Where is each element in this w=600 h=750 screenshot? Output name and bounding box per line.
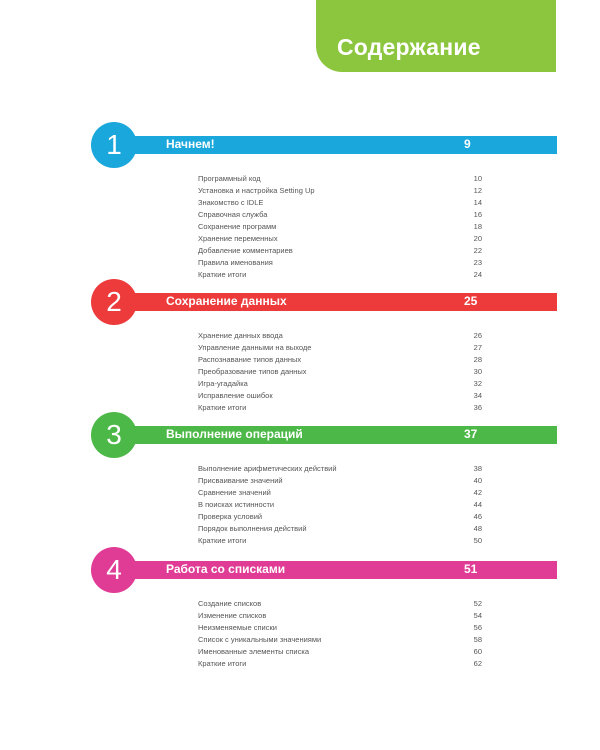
toc-entry-page: 56 [473,623,482,632]
chapter-2-band [112,293,557,311]
toc-entry-page: 34 [473,391,482,400]
toc-entry-title: Проверка условий [198,512,263,521]
toc-entry[interactable] [198,598,482,610]
chapter-1-page: 9 [464,137,471,151]
toc-entry-page: 22 [473,246,482,255]
toc-entry-page: 58 [473,635,482,644]
toc-entry-title: Список с уникальными значениями [198,635,322,644]
toc-entry-page: 23 [473,258,482,267]
toc-entry-title: Именованные элементы списка [198,647,309,656]
toc-entry-page: 40 [473,476,482,485]
chapter-2-page: 25 [464,294,478,308]
chapter-3-number-badge: 3 [91,412,137,458]
toc-entry-page: 46 [473,512,482,521]
toc-entry[interactable] [198,523,482,535]
toc-entry-title: Краткие итоги [198,403,247,412]
toc-entry-title: Краткие итоги [198,270,247,279]
chapter-3-entries [198,463,482,547]
chapter-4-number-badge: 4 [91,547,137,593]
chapter-2-number-badge: 2 [91,279,137,325]
toc-entry[interactable] [198,535,482,547]
toc-entry-page: 36 [473,403,482,412]
toc-entry[interactable] [198,173,482,185]
toc-entry-page: 54 [473,611,482,620]
toc-entry[interactable] [198,499,482,511]
toc-entry[interactable] [198,634,482,646]
chapter-4-page: 51 [464,562,478,576]
toc-entry[interactable] [198,511,482,523]
toc-entry[interactable] [198,646,482,658]
chapter-3-band [112,426,557,444]
toc-entry[interactable] [198,221,482,233]
toc-entry-title: В поисках истинности [198,500,275,509]
chapter-1-number-badge: 1 [91,122,137,168]
toc-entry-page: 38 [473,464,482,473]
toc-entry-title: Хранение данных ввода [198,331,283,340]
toc-entry[interactable] [198,185,482,197]
toc-entry-title: Игра-угадайка [198,379,248,388]
toc-entry-page: 26 [473,331,482,340]
toc-entry[interactable] [198,487,482,499]
toc-entry-title: Управление данными на выходе [198,343,312,352]
toc-entry-page: 14 [473,198,482,207]
toc-entry-title: Краткие итоги [198,536,247,545]
toc-entry[interactable] [198,197,482,209]
toc-entry-page: 27 [473,343,482,352]
toc-entry[interactable] [198,475,482,487]
toc-entry[interactable] [198,354,482,366]
toc-entry-page: 12 [473,186,482,195]
toc-entry[interactable] [198,330,482,342]
chapter-4-entries [198,598,482,670]
toc-entry[interactable] [198,209,482,221]
toc-entry-page: 18 [473,222,482,231]
chapter-1-title: Начнем! [166,137,215,151]
toc-entry-page: 48 [473,524,482,533]
contents-header-tab [316,0,556,72]
toc-entry-title: Правила именования [198,258,273,267]
toc-entry[interactable] [198,610,482,622]
toc-entry[interactable] [198,233,482,245]
chapter-3-page: 37 [464,427,478,441]
chapter-1-band [112,136,557,154]
toc-entry-page: 50 [473,536,482,545]
toc-entry[interactable] [198,366,482,378]
toc-entry-title: Присваивание значений [198,476,283,485]
toc-entry-page: 16 [473,210,482,219]
toc-entry[interactable] [198,622,482,634]
toc-entry[interactable] [198,342,482,354]
chapter-2-title: Сохранение данных [166,294,287,308]
toc-entry-title: Сохранение программ [198,222,277,231]
toc-entry-title: Установка и настройка Setting Up [198,186,315,195]
toc-entry[interactable] [198,378,482,390]
chapter-1-entries [198,173,482,281]
toc-entry-page: 42 [473,488,482,497]
toc-entry-page: 28 [473,355,482,364]
toc-entry-page: 30 [473,367,482,376]
toc-entry[interactable] [198,658,482,670]
toc-entry-title: Преобразование типов данных [198,367,307,376]
toc-entry[interactable] [198,269,482,281]
toc-entry-page: 10 [473,174,482,183]
toc-entry-title: Распознавание типов данных [198,355,302,364]
toc-entry-title: Добавление комментариев [198,246,293,255]
toc-entry-page: 52 [473,599,482,608]
toc-entry-title: Сравнение значений [198,488,271,497]
toc-entry-title: Программный код [198,174,261,183]
toc-entry-title: Порядок выполнения действий [198,524,307,533]
chapter-3-title: Выполнение операций [166,427,303,441]
chapter-4-title: Работа со списками [166,562,286,576]
chapter-4-band [112,561,557,579]
toc-entry-title: Хранение переменных [198,234,278,243]
toc-entry-page: 20 [473,234,482,243]
toc-entry-title: Создание списков [198,599,262,608]
chapter-2-entries [198,330,482,414]
toc-entry-page: 62 [473,659,482,668]
toc-entry-page: 32 [473,379,482,388]
toc-entry-title: Краткие итоги [198,659,247,668]
toc-entry-title: Знакомство с IDLE [198,198,264,207]
toc-entry-title: Выполнение арифметических действий [198,464,337,473]
toc-entry-page: 60 [473,647,482,656]
toc-entry[interactable] [198,245,482,257]
page-title: Содержание [337,34,481,60]
toc-entry-title: Справочная служба [198,210,268,219]
toc-entry-title: Изменение списков [198,611,267,620]
toc-entry[interactable] [198,463,482,475]
toc-entry-page: 44 [473,500,482,509]
toc-entry[interactable] [198,390,482,402]
toc-entry-title: Исправление ошибок [198,391,273,400]
toc-entry[interactable] [198,257,482,269]
toc-entry-page: 24 [473,270,482,279]
toc-entry[interactable] [198,402,482,414]
toc-entry-title: Неизменяемые списки [198,623,277,632]
